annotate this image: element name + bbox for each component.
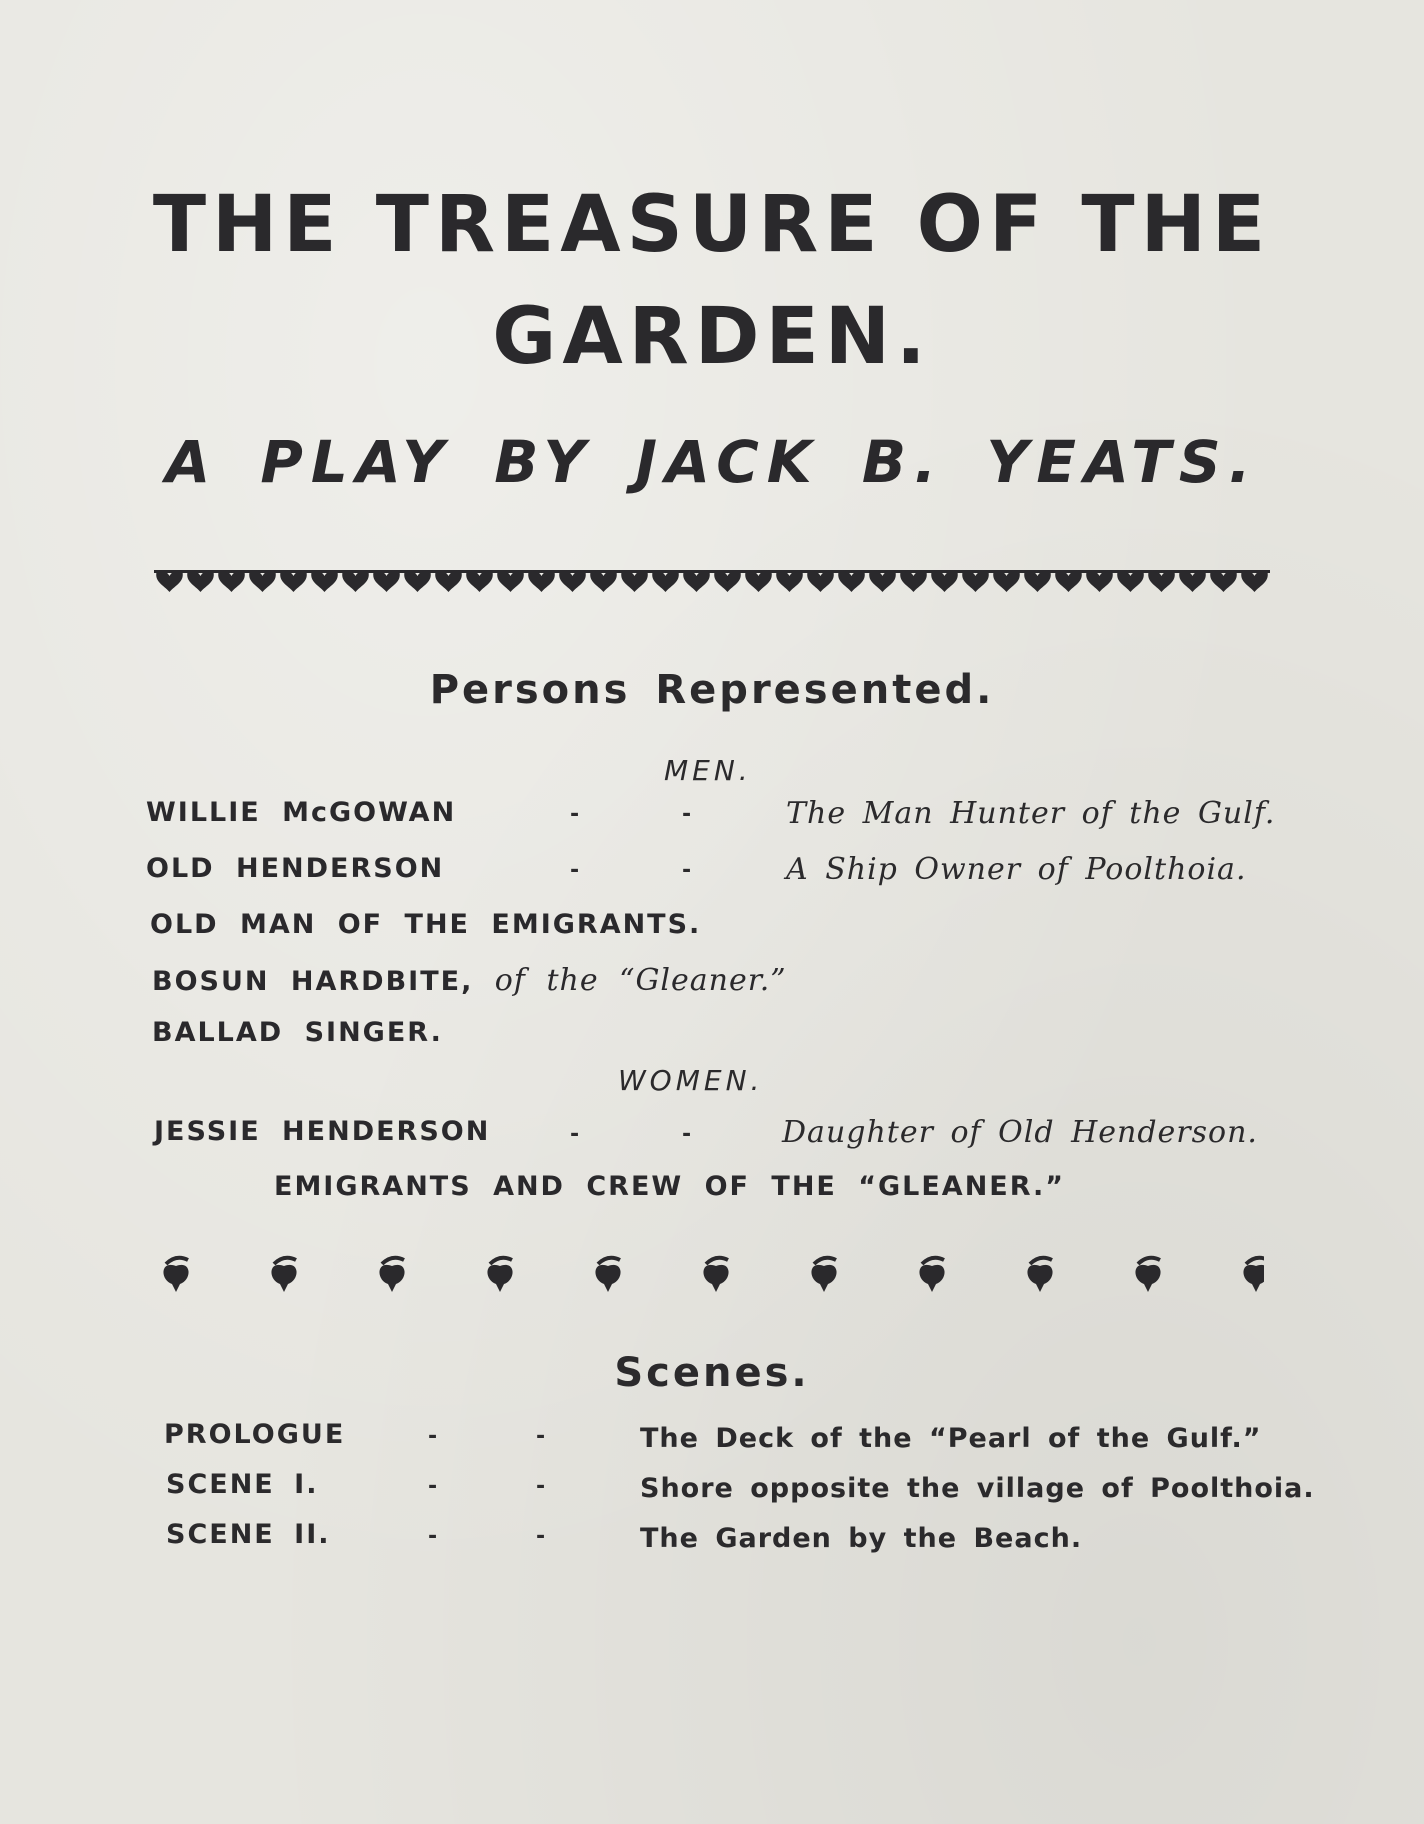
cast-name-henderson: OLD HENDERSON	[146, 853, 445, 884]
fruit-ornament-mark	[595, 1258, 620, 1292]
subtitle: A PLAY BY JACK B. YEATS.	[165, 428, 1259, 496]
dash: -	[428, 1474, 438, 1499]
fruit-ornament-mark	[811, 1258, 836, 1292]
cast-name-jessie: JESSIE HENDERSON	[154, 1116, 491, 1147]
dash: -	[682, 858, 692, 883]
scene-name-scene-2: SCENE II.	[166, 1519, 331, 1550]
leaf-border-mark	[528, 570, 555, 592]
dash: -	[570, 1122, 580, 1147]
cast-name-bosun	[152, 963, 787, 998]
dash: -	[570, 802, 580, 827]
scene-name-prologue: PROLOGUE	[164, 1419, 346, 1450]
leaf-border-mark	[931, 570, 958, 592]
cast-role-willie: The Man Hunter of the Gulf.	[786, 796, 1276, 831]
leaf-border-mark	[1086, 570, 1113, 592]
fruit-ornament-mark	[487, 1258, 512, 1292]
leaf-border-mark	[1055, 570, 1082, 592]
scene-desc-prologue: The Deck of the “Pearl of the Gulf.”	[640, 1423, 1262, 1454]
persons-heading: Persons Represented.	[429, 667, 995, 713]
fruit-ornament-mark	[163, 1258, 188, 1292]
leaf-border-mark	[1241, 570, 1268, 592]
leaf-border-mark	[156, 570, 183, 592]
leaf-border-mark	[838, 570, 865, 592]
dash: -	[536, 1524, 546, 1549]
leaf-border-mark	[993, 570, 1020, 592]
leaf-border-mark	[590, 570, 617, 592]
dash: -	[428, 1524, 438, 1549]
cast-role-jessie: Daughter of Old Henderson.	[782, 1115, 1258, 1150]
leaf-border-mark	[1210, 570, 1237, 592]
men-label: MEN.	[664, 754, 752, 787]
title-line-2: GARDEN.	[492, 292, 932, 382]
leaf-border-mark	[714, 570, 741, 592]
bosun-ship: of the “Gleaner.”	[494, 963, 787, 998]
fruit-ornament-icon	[154, 1252, 1264, 1298]
scene-desc-scene-2: The Garden by the Beach.	[640, 1523, 1083, 1554]
leaf-border-mark	[1148, 570, 1175, 592]
bosun-name: BOSUN HARDBITE,	[152, 966, 474, 997]
leaf-border-mark	[745, 570, 772, 592]
leaf-border-mark	[311, 570, 338, 592]
fruit-ornament-mark	[703, 1258, 728, 1292]
leaf-border-mark	[1179, 570, 1206, 592]
cast-name-willie: WILLIE McGOWAN	[146, 797, 457, 828]
leaf-border-mark	[249, 570, 276, 592]
crew-line: EMIGRANTS AND CREW OF THE “GLEANER.”	[274, 1171, 1066, 1202]
fruit-ornament-mark	[1243, 1258, 1264, 1292]
leaf-border-mark	[807, 570, 834, 592]
leaf-border-mark	[187, 570, 214, 592]
leaf-border-mark	[435, 570, 462, 592]
fruit-ornament-mark	[379, 1258, 404, 1292]
cast-name-ballad-singer: BALLAD SINGER.	[152, 1017, 443, 1048]
leaf-border-mark	[497, 570, 524, 592]
scenes-heading: Scenes.	[614, 1350, 810, 1396]
dash: -	[682, 1122, 692, 1147]
leaf-border-mark	[652, 570, 679, 592]
cast-role-henderson: A Ship Owner of Poolthoia.	[786, 852, 1247, 887]
leaf-border-mark	[1024, 570, 1051, 592]
dash: -	[428, 1424, 438, 1449]
leaf-border-mark	[559, 570, 586, 592]
leaf-border-mark	[342, 570, 369, 592]
leaf-border-icon	[154, 566, 1270, 596]
leaf-border-mark	[869, 570, 896, 592]
leaf-border-mark	[218, 570, 245, 592]
cast-name-old-man: OLD MAN OF THE EMIGRANTS.	[150, 909, 702, 940]
leaf-border-mark	[466, 570, 493, 592]
scene-desc-scene-1: Shore opposite the village of Poolthoia.	[640, 1473, 1315, 1504]
leaf-border-mark	[1117, 570, 1144, 592]
fruit-ornament-mark	[1027, 1258, 1052, 1292]
dash: -	[536, 1474, 546, 1499]
women-label: WOMEN.	[618, 1064, 764, 1097]
dash: -	[536, 1424, 546, 1449]
scene-name-scene-1: SCENE I.	[166, 1469, 319, 1500]
leaf-border-mark	[280, 570, 307, 592]
leaf-border-mark	[621, 570, 648, 592]
leaf-border-mark	[683, 570, 710, 592]
leaf-border-mark	[404, 570, 431, 592]
fruit-ornament-mark	[919, 1258, 944, 1292]
dash: -	[570, 858, 580, 883]
dash: -	[682, 802, 692, 827]
fruit-ornament-mark	[1135, 1258, 1160, 1292]
leaf-border-mark	[900, 570, 927, 592]
fruit-ornament-mark	[271, 1258, 296, 1292]
leaf-border-mark	[776, 570, 803, 592]
title-line-1: THE TREASURE OF THE	[152, 180, 1272, 270]
leaf-border-mark	[962, 570, 989, 592]
leaf-border-mark	[373, 570, 400, 592]
